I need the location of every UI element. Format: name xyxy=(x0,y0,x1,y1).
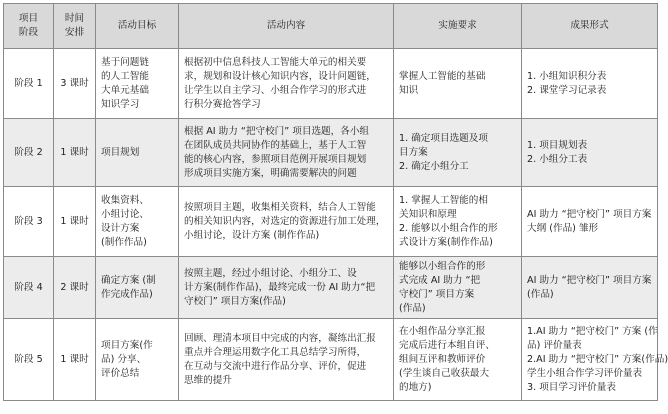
cell-line: 学生小组合作学习评价量表 xyxy=(527,367,643,379)
requirement-cell xyxy=(394,187,522,257)
content-cell xyxy=(179,319,394,401)
cell-line: 根据初中信息科技人工智能大单元的相关要 xyxy=(184,56,367,68)
cell-line: 3. 项目学习评价量表 xyxy=(527,381,616,393)
cell-line: 品) 分享、 xyxy=(101,353,147,365)
activity-plan-table xyxy=(3,3,668,401)
cell-line: 设计方案 xyxy=(101,222,140,234)
time-cell: 1 课时 xyxy=(54,187,96,257)
cell-line: 2. 课堂学习记录表 xyxy=(527,84,607,96)
cell-line: 1. 项目规划表 xyxy=(527,139,588,151)
cell-line: 关知识和原理 xyxy=(399,208,457,220)
header-stage: 项目 阶段 xyxy=(4,4,54,49)
time-cell: 2 课时 xyxy=(54,257,96,319)
cell-line: 在团队成员共同协作的基础上，基于人工智 xyxy=(184,139,367,151)
cell-line: 基于问题链 xyxy=(101,56,149,68)
cell-line: 项目规划 xyxy=(101,146,140,158)
content-cell xyxy=(179,119,394,187)
cell-line: 行积分赛抢答学习 xyxy=(184,98,261,110)
content-cell xyxy=(179,49,394,119)
cell-line: (作品) xyxy=(399,302,426,314)
cell-line: 评价总结 xyxy=(101,367,140,379)
goal-cell xyxy=(96,187,179,257)
cell-line: 小组讨论、 xyxy=(101,208,149,220)
cell-line: 式完成 AI 助力 “把 xyxy=(399,274,481,286)
header-content: 活动内容 xyxy=(179,4,394,49)
cell-line: 1. 确定项目选题及项 xyxy=(399,132,488,144)
cell-line: 大纲 (作品) 雏形 xyxy=(527,222,599,234)
cell-line: 目方案 xyxy=(399,146,428,158)
requirement-cell xyxy=(394,257,522,319)
requirement-cell xyxy=(394,49,522,119)
header-requirement: 实施要求 xyxy=(394,4,522,49)
cell-line: 让学生以自主学习、小组合作学习的形式进 xyxy=(184,84,367,96)
cell-line: 知识学习 xyxy=(101,98,140,110)
cell-line: 掌握人工智能的基础 xyxy=(399,70,486,82)
cell-line: 收集资料、 xyxy=(101,194,149,206)
result-cell xyxy=(522,49,658,119)
cell-line: 能的核心内容，参照项目范例开展项目规划 xyxy=(184,153,367,165)
cell-line: 的地方) xyxy=(399,381,432,393)
goal-cell xyxy=(96,257,179,319)
cell-line: 式设计方案(制作作品) xyxy=(399,236,493,248)
cell-line: 品) 评价量表 xyxy=(527,339,582,351)
cell-line: 的相关知识内容，对选定的资源进行加工处理， xyxy=(184,215,386,227)
cell-line: 按照项目主题，收集相关资料，结合人工智能 xyxy=(184,201,376,213)
cell-line: AI 助力 “把守校门” 项目方案 xyxy=(527,208,652,220)
cell-line: (制作作品) xyxy=(101,236,147,248)
cell-line: 2. 小组分工表 xyxy=(527,153,588,165)
header-result: 成果形式 xyxy=(522,4,658,49)
cell-line: (作品) xyxy=(527,288,554,300)
cell-line: 重点并合理运用数字化工具总结学习所得， xyxy=(184,346,367,358)
stage-cell: 阶段 5 xyxy=(4,319,54,401)
result-cell xyxy=(522,187,658,257)
cell-line: 能够以小组合作的形 xyxy=(399,260,486,272)
stage-cell: 阶段 3 xyxy=(4,187,54,257)
cell-line: 在互动与交流中进行作品分享、评价，促进 xyxy=(184,360,367,372)
result-cell xyxy=(522,319,668,401)
cell-line: 思维的提升 xyxy=(184,374,232,386)
cell-line: AI 助力 “把守校门” 项目方案 xyxy=(527,274,652,286)
cell-line: 守校门” 项目方案 xyxy=(399,288,475,300)
header-time: 时间 安排 xyxy=(54,4,96,49)
cell-line: 根据 AI 助力 “把守校门” 项目选题，各小组 xyxy=(184,125,370,137)
cell-line: 作完成作品) xyxy=(101,288,153,300)
result-cell xyxy=(522,119,658,187)
cell-line: 按照主题，经过小组讨论、小组分工、设 xyxy=(184,267,357,279)
cell-line: 回顾、理清本项目中完成的内容，凝练出汇报 xyxy=(184,332,376,344)
content-cell xyxy=(179,257,394,319)
cell-line: 计方案(制作作品)，最终完成一份 AI 助力“把 xyxy=(184,281,376,293)
requirement-cell xyxy=(394,119,522,187)
cell-line: 求，规划和设计核心知识内容，设计问题链， xyxy=(184,70,376,82)
cell-line: 确定方案 (制 xyxy=(101,274,156,286)
document-page xyxy=(3,3,668,401)
table-row xyxy=(4,119,658,187)
cell-line: (学生谈自己收获最大 xyxy=(399,367,490,379)
time-cell: 1 课时 xyxy=(54,319,96,401)
header-goal: 活动目标 xyxy=(96,4,179,49)
content-cell xyxy=(179,187,394,257)
time-cell: 1 课时 xyxy=(54,119,96,187)
cell-line: 组间互评和教师评价 xyxy=(399,353,486,365)
cell-line: 1. 小组知识积分表 xyxy=(527,70,607,82)
goal-cell xyxy=(96,119,179,187)
cell-line: 小组讨论，设计方案 (制作作品) xyxy=(184,229,320,241)
table-row xyxy=(4,187,658,257)
cell-line: 大单元基础 xyxy=(101,84,149,96)
stage-cell: 阶段 2 xyxy=(4,119,54,187)
cell-line: 2. 确定小组分工 xyxy=(399,160,469,172)
cell-line: 项目方案(作 xyxy=(101,339,153,351)
cell-line: 2. 能够以小组合作的形 xyxy=(399,222,498,234)
table-header-row xyxy=(4,4,658,49)
cell-line: 1. 掌握人工智能的相 xyxy=(399,194,488,206)
time-cell: 3 课时 xyxy=(54,49,96,119)
table-row xyxy=(4,319,658,401)
cell-line: 1.AI 助力 “把守校门” 方案 (作 xyxy=(527,325,658,337)
cell-line: 的人工智能 xyxy=(101,70,149,82)
cell-line: 完成后进行本组自评、 xyxy=(399,339,495,351)
stage-cell: 阶段 1 xyxy=(4,49,54,119)
table-row xyxy=(4,257,658,319)
cell-line: 在小组作品分享汇报 xyxy=(399,325,486,337)
requirement-cell xyxy=(394,319,522,401)
cell-line: 守校门” 项目方案(作品) xyxy=(184,295,286,307)
stage-cell: 阶段 4 xyxy=(4,257,54,319)
goal-cell xyxy=(96,49,179,119)
goal-cell xyxy=(96,319,179,401)
cell-line: 知识 xyxy=(399,84,419,96)
result-cell xyxy=(522,257,658,319)
table-row xyxy=(4,49,658,119)
cell-line: 形成项目实施方案，明确需要解决的问题 xyxy=(184,167,357,179)
cell-line: 2.AI 助力 “把守校门” 方案(作品) xyxy=(527,353,668,365)
